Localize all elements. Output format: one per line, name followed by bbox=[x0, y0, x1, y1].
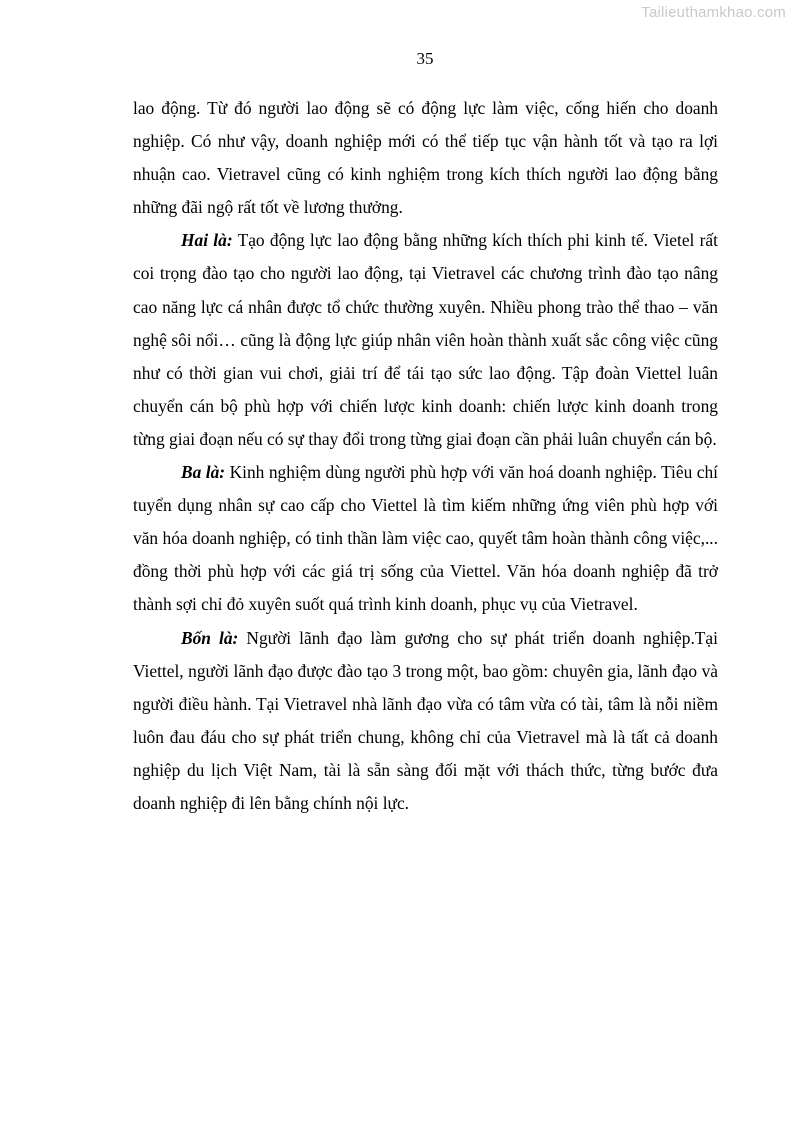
paragraph-3-lead: Ba là: bbox=[181, 462, 226, 483]
page-number: 35 bbox=[416, 49, 434, 68]
paragraph-1-text: lao động. Từ đó người lao động sẽ có động lực làm việc, cống hiến cho doanh nghiệp. Có như vậy, doanh nghiệp mới có thể tiếp tục vận hành tốt và tạo ra lợi nhuận cao. Vietravel cũng có kinh nghiệm trong kích thích người lao động bằng những đãi ngộ rất tốt về lương thưởng. bbox=[133, 98, 718, 218]
paragraph-3 bbox=[133, 456, 718, 621]
paragraph-2 bbox=[133, 224, 718, 456]
paragraph-2-text: Tạo động lực lao động bằng những kích thích phi kinh tế. Vietel rất coi trọng đào tạo cho người lao động, tại Vietravel các chương trình đào tạo nâng cao năng lực cá nhân được tổ chức thường xuyên. Nhiều phong trào thể thao – văn nghệ sôi nổi… cũng là động lực giúp nhân viên hoàn thành xuất sắc công việc cũng như có thời gian vui chơi, giải trí để tái tạo sức lao động. Tập đoàn Viettel luân chuyển cán bộ phù hợp với chiến lược kinh doanh: chiến lược kinh doanh trong từng giai đoạn nếu có sự thay đổi trong từng giai đoạn cần phải luân chuyển cán bộ. bbox=[133, 230, 718, 449]
document-body bbox=[133, 92, 718, 820]
paragraph-4 bbox=[133, 622, 718, 821]
paragraph-1 bbox=[133, 92, 718, 224]
paragraph-4-lead: Bốn là: bbox=[181, 627, 239, 648]
paragraph-2-lead: Hai là: bbox=[181, 230, 233, 251]
watermark: Tailieuthamkhao.com bbox=[641, 4, 786, 21]
paragraph-3-text: Kinh nghiệm dùng người phù hợp với văn hoá doanh nghiệp. Tiêu chí tuyển dụng nhân sự cao cấp cho Viettel là tìm kiếm những ứng viên phù hợp với văn hóa doanh nghiệp, có tinh thần làm việc cao, quyết tâm hoàn thành công việc,... đồng thời phù hợp với các giá trị sống của Viettel. Văn hóa doanh nghiệp đã trở thành sợi chỉ đỏ xuyên suốt quá trình kinh doanh, phục vụ của Vietravel. bbox=[133, 462, 718, 615]
paragraph-4-text: Người lãnh đạo làm gương cho sự phát triển doanh nghiệp.Tại Viettel, người lãnh đạo được đào tạo 3 trong một, bao gồm: chuyên gia, lãnh đạo và người điều hành. Tại Vietravel nhà lãnh đạo vừa có tâm vừa có tài, tâm là nỗi niềm luôn đau đáu cho sự phát triển chung, không chỉ của Vietravel mà là tất cả doanh nghiệp du lịch Việt Nam, tài là sẵn sàng đối mặt với thách thức, từng bước đưa doanh nghiệp đi lên bằng chính nội lực. bbox=[133, 627, 718, 813]
